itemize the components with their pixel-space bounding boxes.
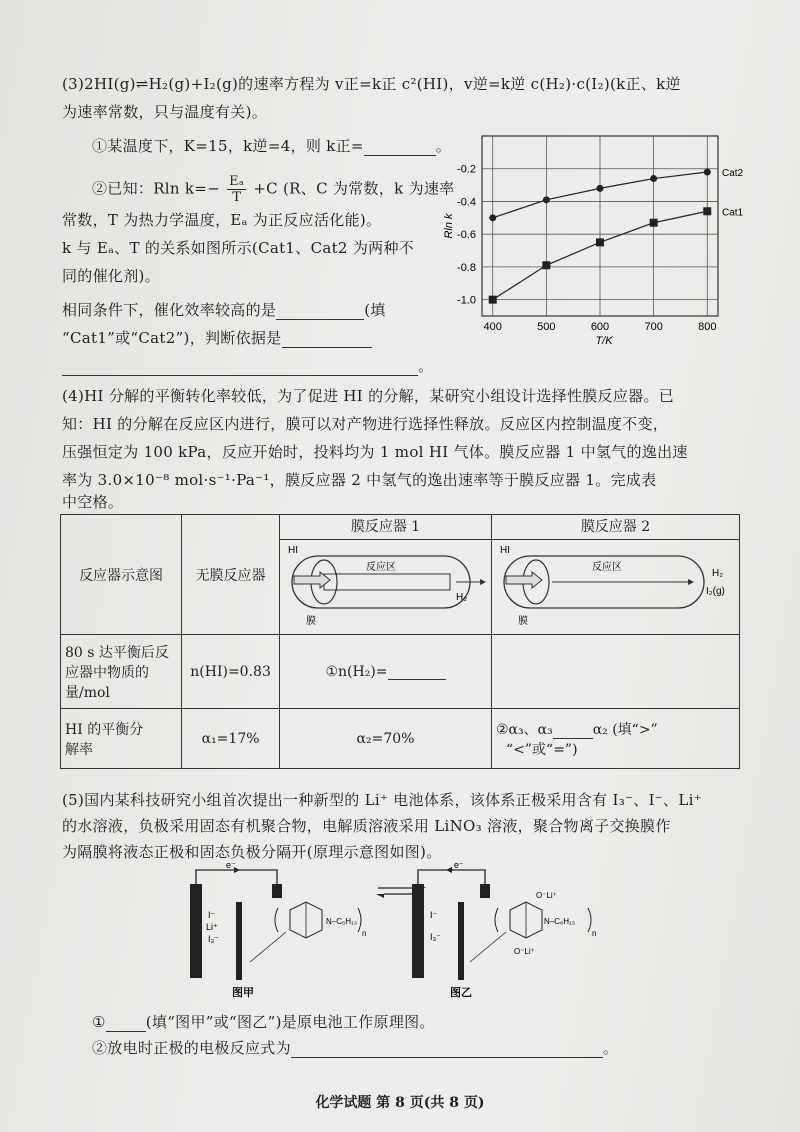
fig-b-right-terminal [480, 884, 490, 898]
chart-x-tick-0: 400 [483, 321, 502, 333]
point-cat2-600 [597, 185, 604, 192]
fig-b-polymer-brackets [495, 908, 591, 932]
fig-a-polymer-n: n [362, 929, 367, 938]
fig-b-electron-arrow [446, 867, 452, 873]
chart-y-tick-4: -1.0 [457, 294, 476, 307]
point-cat2-800 [704, 169, 711, 176]
q3-sub2-line5-end: (填 [364, 301, 386, 319]
q5-sub1 [92, 1012, 435, 1032]
point-cat2-700 [650, 175, 657, 182]
rlnk-vs-temperature-chart [440, 128, 744, 350]
cell-alpha2: α₂=70% [280, 709, 492, 769]
q4-line3: 压强恒定为 100 kPa，反应开始时，投料均为 1 mol HI 气体。膜反应器 1 中氢气的逸出速 [62, 443, 688, 461]
q4-line2: 知：HI 的分解在反应区内进行，膜可以对产物进行选择性释放。反应区内控制温度不变， [62, 415, 669, 433]
q4-line4: 率为 3.0×10⁻⁸ mol·s⁻¹·Pa⁻¹，膜反应器 2 中氢气的逸出速率等于膜反应器 1。完成表 [62, 471, 657, 489]
nh2-label: ①n(H₂)= [325, 664, 388, 680]
fig-b-separator [458, 902, 464, 980]
point-cat2-500 [543, 196, 550, 203]
row-label-amount [61, 635, 182, 709]
fig-a-ion-li: Li⁺ [206, 922, 218, 932]
q3-sub2-line4: 同的催化剂)。 [62, 267, 160, 285]
row-label-diagram: 反应器示意图 [61, 515, 182, 635]
legend-cat2: Cat2 [722, 168, 744, 179]
reactor-1-membrane-label: 膜 [306, 616, 317, 627]
fig-a-right-terminal [272, 884, 282, 898]
row-label-decomp-1: HI 的平衡分 [65, 721, 144, 738]
fig-a-ion-i: I⁻ [208, 910, 216, 920]
fig-b-ion-i: I⁻ [430, 910, 438, 920]
q3-line2: 为速率常数，只与温度有关)。 [62, 103, 268, 121]
answer-blank-reason-1[interactable] [282, 331, 372, 348]
chart-y-tick-1: -0.4 [457, 196, 476, 209]
fig-b-oli-bottom: O⁻Li⁺ [514, 947, 535, 956]
q3-sub2-line5-text: 相同条件下，催化效率较高的是 [62, 301, 277, 319]
q3-sub2-line6-text: “Cat1”或“Cat2”)，判断依据是 [62, 329, 282, 347]
cell-nhi-no-membrane: n(HI)=0.83 [182, 635, 280, 709]
answer-blank-compare[interactable] [553, 722, 593, 739]
alpha3-hint-a: α₂ (填“>” [592, 721, 658, 738]
cell-nh2-membrane-1 [280, 635, 492, 709]
fig-a-separator [236, 902, 242, 980]
reactor-2-membrane-label: 膜 [518, 616, 528, 627]
reversible-arrowhead-back [376, 894, 384, 898]
fig-b-electron-label: e⁻ [454, 860, 464, 870]
point-cat2-400 [489, 214, 496, 221]
alpha3-label: ②α₃、α₃ [496, 721, 553, 738]
answer-blank-k-forward[interactable] [364, 139, 436, 156]
answer-blank-nh2[interactable] [388, 663, 446, 680]
fig-b-left-electrode [412, 884, 424, 978]
chart-x-tick-2: 600 [590, 321, 610, 333]
fig-a-ion-i3: I₃⁻ [208, 934, 219, 944]
fig-b-ion-i3: I₃⁻ [430, 932, 441, 942]
answer-blank-catalyst[interactable] [276, 303, 364, 320]
membrane-reactor-table [60, 514, 740, 769]
reactor-2-hi-label: HI [500, 545, 510, 556]
q3-sub1 [92, 136, 451, 156]
fraction-numerator: Eₐ [229, 174, 245, 189]
fig-b-oli-top: O⁻Li⁺ [536, 891, 557, 900]
reactor-2-flow-arrowhead [688, 579, 694, 585]
row-label-decomp-2: 解率 [65, 741, 93, 758]
chart-y-tick-0: -0.2 [457, 163, 476, 176]
reactor-2-h2-label: H₂ [712, 568, 724, 579]
point-cat1-500 [542, 261, 550, 269]
row-label-amount-2: 应器中物质的 [65, 664, 149, 681]
cell-alpha3 [492, 709, 740, 769]
row-label-decomposition [61, 709, 182, 769]
q5-sub2-end: 。 [602, 1039, 619, 1057]
q3-sub1-text: ①某温度下，K=15，k逆=4，则 k正= [92, 137, 364, 155]
reactor-1-hi-label: HI [288, 545, 299, 556]
cell-no-membrane: 无膜反应器 [182, 515, 280, 635]
point-cat1-800 [703, 207, 711, 215]
battery-diagram [180, 862, 640, 1002]
fig-a-caption: 图甲 [232, 987, 254, 999]
q3-sub2-line5 [62, 300, 386, 320]
q5-sub2-text: ②放电时正极的电极反应式为 [92, 1039, 291, 1057]
reactor-2-i2-label: I₂(g) [706, 586, 725, 597]
cell-membrane-reactor-2 [492, 515, 740, 635]
row-label-amount-1: 80 s 达平衡后反 [65, 644, 169, 661]
fig-b-polymer-chain: N–C₆H₁₃ [544, 917, 575, 926]
q5-line2: 的水溶液，负极采用固态有机聚合物，电解质溶液采用 LiNO₃ 溶液，聚合物离子交换膜作 [62, 817, 671, 835]
fig-b-caption: 图乙 [450, 987, 472, 999]
q3-sub2-line6 [62, 328, 372, 348]
fig-a-leader [250, 932, 286, 962]
reactor-1-zone-label: 反应区 [366, 562, 397, 573]
fig-a-left-electrode [190, 884, 202, 978]
membrane-reactor-2-diagram [492, 540, 738, 630]
q3-sub2-line7 [62, 356, 433, 376]
answer-blank-reason-2[interactable] [62, 359, 418, 376]
fig-a-polymer-chain: N–C₆H₁₃ [326, 917, 357, 926]
chart-x-label: T/K [595, 335, 613, 347]
legend-cat1: Cat1 [722, 207, 744, 219]
membrane-reactor-1-diagram [280, 540, 490, 630]
alpha3-hint-b: “<”或“=”) [506, 741, 578, 758]
reactor-1-outlet-arrowhead [480, 579, 486, 585]
header-membrane-2: 膜反应器 2 [492, 515, 739, 540]
reactor-2-zone-label: 反应区 [592, 562, 622, 573]
q3-line1: (3)2HI(g)⇌H₂(g)+I₂(g)的速率方程为 v正=k正 c²(HI)，v逆=k逆 c(H₂)·c(I₂)(k正、k逆 [62, 75, 681, 93]
cell-membrane-reactor-1 [280, 515, 492, 635]
fig-b-polymer-n: n [592, 929, 597, 938]
q5-sub1-text: (填“图甲”或“图乙”)是原电池工作原理图。 [145, 1013, 435, 1031]
reactor-1-h2-label: H₂ [456, 592, 468, 603]
q3-sub2-equation [92, 174, 454, 205]
chart-x-tick-4: 800 [698, 321, 717, 333]
chart-x-tick-3: 700 [644, 321, 663, 333]
activation-energy-fraction [227, 174, 246, 205]
fig-a-electron-label: e⁻ [226, 860, 236, 870]
reactor-1-membrane-tube [324, 574, 450, 590]
point-cat1-700 [650, 219, 658, 227]
q4-line5: 中空格。 [62, 493, 124, 511]
q4-line1: (4)HI 分解的平衡转化率较低，为了促进 HI 的分解，某研究小组设计选择性膜反应器。已 [62, 387, 675, 405]
q5-line3: 为隔膜将液态正极和固态负极分隔开(原理示意图如图)。 [62, 843, 442, 861]
fig-a-wire [196, 870, 277, 884]
q3-sub1-end: 。 [435, 137, 452, 155]
q5-sub2 [92, 1038, 618, 1058]
q3-sub2-b: +C (R、C 为常数，k 为速率 [253, 179, 455, 198]
q5-sub1-num: ① [92, 1013, 106, 1031]
header-membrane-1: 膜反应器 1 [280, 515, 491, 540]
fig-b-leader [470, 932, 506, 962]
chart-y-tick-3: -0.8 [457, 261, 476, 274]
row-label-amount-3: 量/mol [65, 684, 110, 701]
answer-blank-electrode-reaction[interactable] [291, 1041, 603, 1058]
fraction-denominator: T [232, 190, 242, 205]
point-cat1-600 [596, 238, 604, 246]
cell-amount-membrane-2 [492, 635, 740, 709]
page-footer: 化学试题 第 8 页(共 8 页) [315, 1095, 485, 1111]
chart-x-tick-1: 500 [537, 321, 556, 333]
point-cat1-400 [489, 296, 497, 304]
q3-sub2-a: ②已知：Rln k=− [92, 179, 221, 198]
q3-sub2-line7-end: 。 [418, 357, 434, 375]
q3-sub2-line2: 常数，T 为热力学温度，Eₐ 为正反应活化能)。 [62, 211, 382, 229]
chart-y-label: Rln k [443, 213, 455, 239]
q5-line1: (5)国内某科技研究小组首次提出一种新型的 Li⁺ 电池体系，该体系正极采用含有 I₃⁻、I⁻、Li⁺ [62, 791, 702, 809]
q3-sub2-line3: k 与 Eₐ、T 的关系如图所示(Cat1、Cat2 为两种不 [62, 239, 415, 257]
answer-blank-figure[interactable] [106, 1015, 146, 1032]
chart-y-tick-2: -0.6 [457, 229, 476, 242]
cell-alpha1: α₁=17% [182, 709, 280, 769]
